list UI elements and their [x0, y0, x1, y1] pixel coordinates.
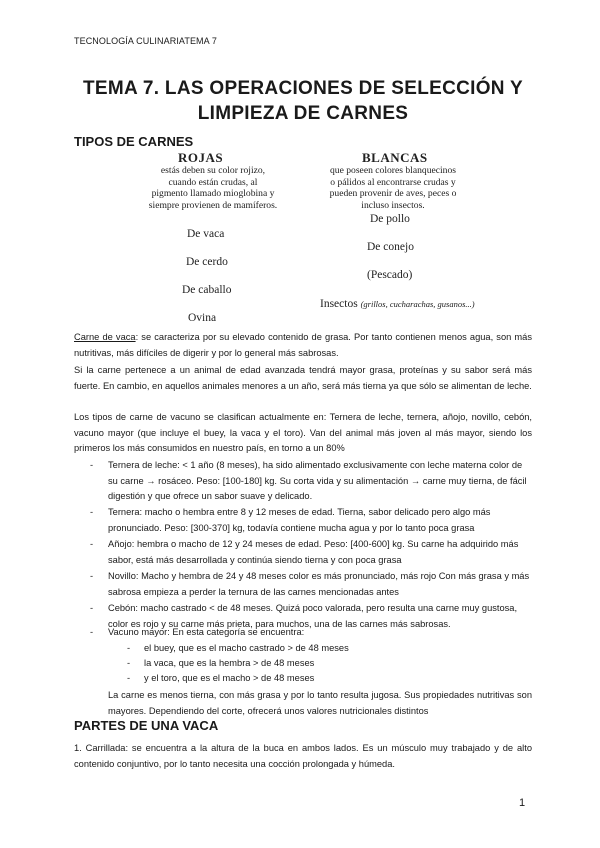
- rojas-item: De cerdo: [186, 256, 228, 268]
- list-item: - Vacuno mayor: En esta categoría se encuentra:: [90, 627, 305, 637]
- rojas-description: estás deben su color rojizo, cuando están crudas, al pigmento llamado mioglobina y siempre provienen de mamíferos.: [148, 165, 278, 211]
- rojas-item: De caballo: [182, 284, 232, 296]
- sublist-item: - y el toro, que es el macho > de 48 meses: [127, 673, 315, 683]
- rojas-item: De vaca: [187, 228, 225, 240]
- blancas-item: De pollo: [370, 213, 410, 225]
- title-line-1: TEMA 7. LAS OPERACIONES DE SELECCIÓN Y: [82, 78, 524, 99]
- rojas-title: ROJAS: [178, 150, 224, 165]
- sublist-item: - la vaca, que es la hembra > de 48 meses: [127, 658, 315, 668]
- meat-types-figure: [120, 148, 480, 324]
- title-line-2: LIMPIEZA DE CARNES: [197, 103, 409, 124]
- sublist-item: - el buey, que es el macho castrado > de 48 meses: [127, 643, 349, 653]
- list-item: - Ternera de leche: < 1 año (8 meses), ha sido alimentado exclusivamente con leche materna color de su carne → rosáceo. Peso: [100-180] kg. Su corta vida y su alimentación → carne muy tierna, de fácil digestión y que ofrece un sabor suave y delicado.: [90, 460, 527, 501]
- paragraph-vacuno-mayor: La carne es menos tierna, con más grasa y por lo tanto resulta jugosa. Sus propiedades nutritivas son mayores. Dependiendo del corte, ofrecerá unos valores nutricionales distintos: [108, 690, 532, 716]
- list-item: - Cebón: macho castrado < de 48 meses. Quizá poco valorada, pero resulta una carne muy gustosa, color es rojo y su carne más prieta, para muchos, una de las carnes más sabrosas.: [90, 603, 518, 629]
- list-item: - Añojo: hembra o macho de 12 y 24 meses de edad. Peso: [400-600] kg. Su carne ha adquirido más sabor, está más desarrollada y continúa siendo tierna y con poca grasa: [90, 539, 519, 565]
- paragraph: Si la carne pertenece a un animal de edad avanzada tendrá mayor grasa, proteínas y su sabor será más fuerte. En cambio, en aquellos animales menores a un año, será más tierna ya que sólo se alimentan de leche.: [74, 365, 532, 391]
- page-number: 1: [519, 797, 526, 809]
- rojas-item: Ovina: [188, 312, 217, 324]
- section-heading-tipos: TIPOS DE CARNES: [74, 134, 194, 149]
- page-title: [74, 76, 532, 126]
- blancas-item-insectos: Insectos (grillos, cucharachas, gusanos...): [320, 298, 475, 310]
- paragraph-carne-vaca: Carne de vaca: se caracteriza por su elevado contenido de grasa. Por tanto contienen menos agua, son más nutritivas, más difíciles de digerir y por lo general más sabrosas.: [74, 332, 533, 358]
- blancas-item: (Pescado): [367, 269, 413, 281]
- list-item: - Ternera: macho o hembra entre 8 y 12 meses de edad. Tierna, sabor delicado pero algo más pronunciado. Peso: [300-370] kg, todavía contiene mucha agua y por lo tanto poca grasa: [90, 507, 491, 533]
- list-item: - Novillo: Macho y hembra de 24 y 48 meses color es más pronunciado, más rojo Con más grasa y más sabrosa empieza a perder la ternura de las carnes mencionadas antes: [90, 571, 530, 597]
- running-header: TECNOLOGÍA CULINARIATEMA 7: [74, 36, 217, 46]
- paragraph-carrillada: 1. Carrillada: se encuentra a la altura de la buca en ambos lados. Es un músculo muy trabajado y de alto contenido conjuntivo, por lo tanto necesita una cocción prolongada y húmeda.: [74, 743, 532, 769]
- carne-vaca-label: Carne de vaca: [74, 332, 136, 342]
- blancas-title: BLANCAS: [362, 150, 428, 165]
- section-heading-partes: PARTES DE UNA VACA: [74, 718, 219, 733]
- insectos-note: (grillos, cucharachas, gusanos...): [360, 299, 475, 309]
- blancas-description: que poseen colores blanquecinos o pálidos al encontrarse crudas y pueden provenir de aves, peces o incluso insectos.: [329, 165, 457, 211]
- paragraph: Los tipos de carne de vacuno se clasifican actualmente en: Ternera de leche, ternera, añojo, novillo, cebón, vacuno mayor (que incluye el buey, la vaca y el toro). Van del animal más joven al más mayor, siendo los primeros los más consumidos en nuestro país, en torno a un 80%: [74, 412, 532, 453]
- blancas-item: De conejo: [367, 241, 414, 253]
